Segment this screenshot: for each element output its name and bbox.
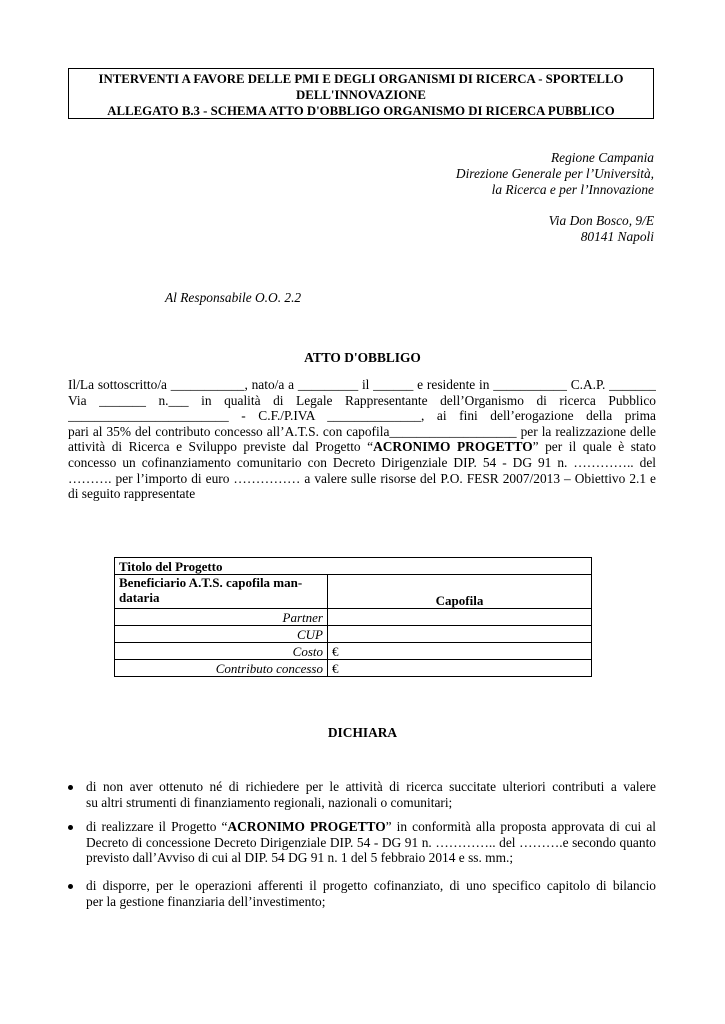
- bullet-icon: [68, 785, 73, 790]
- paragraph-line: attività di Ricerca e Sviluppo previste dal Progetto “ACRONIMO PROGETTO” per il quale è stato: [68, 439, 656, 455]
- paragraph-line: pari al 35% del contributo concesso all’A.T.S. con capofila___________________ per la realizzazione delle: [68, 423, 656, 439]
- bullet-line: su altri strumenti di finanziamento regionali, nazionali o comunitari;: [86, 794, 453, 810]
- address-block: [549, 213, 654, 245]
- row-value: €: [328, 643, 592, 660]
- project-acronym: ACRONIMO PROGETTO: [227, 819, 386, 834]
- address-line: Via Don Bosco, 9/E: [548, 213, 654, 228]
- beneficiary-label: [115, 575, 328, 609]
- table-row: [115, 643, 592, 660]
- declare-title: DICHIARA: [327, 725, 398, 740]
- row-label: CUP: [115, 626, 328, 643]
- header-box: [68, 68, 654, 119]
- header-line: INTERVENTI A FAVORE DELLE PMI E DEGLI ORGANISMI DI RICERCA - SPORTELLO: [98, 72, 624, 86]
- project-acronym: ACRONIMO PROGETTO: [373, 439, 533, 455]
- row-value: [328, 626, 592, 643]
- list-item: [68, 878, 656, 909]
- row-value: [328, 609, 592, 626]
- recipient-line: Regione Campania: [550, 150, 654, 165]
- list-item: [68, 779, 656, 810]
- paragraph-line: concesso un cofinanziamento comunitario con Decreto Dirigenziale DIP. 54 - DG 91 n. ………….. del: [68, 454, 656, 470]
- document-title: ATTO D'OBBLIGO: [304, 350, 421, 365]
- paragraph-line: Il/La sottoscritto/a ___________, nato/a a _________ il ______ e residente in ___________ C.A.P. _______: [68, 377, 656, 392]
- bullet-icon: [68, 884, 73, 889]
- table-row: [115, 660, 592, 677]
- table-row: [115, 609, 592, 626]
- row-label: Partner: [115, 609, 328, 626]
- body-paragraph: [68, 377, 656, 502]
- bullet-line: di non aver ottenuto né di richiedere per le attività di ricerca succitate ulteriori contributi a valere: [86, 779, 656, 794]
- bullet-icon: [68, 825, 73, 830]
- bullet-line: di realizzare il Progetto “ACRONIMO PROGETTO” in conformità alla proposta approvata di cui al: [86, 819, 656, 834]
- paragraph-line: ________________________ - C.F./P.IVA ______________, ai fini dell’erogazione della prima: [68, 408, 656, 424]
- header-line: ALLEGATO B.3 - SCHEMA ATTO D'OBBLIGO ORGANISMO DI RICERCA PUBBLICO: [107, 104, 615, 118]
- recipient-line: Direzione Generale per l’Università,: [455, 165, 654, 181]
- address-line: 80141 Napoli: [580, 228, 654, 244]
- header-line: DELL'INNOVAZIONE: [296, 88, 426, 102]
- paragraph-line: ………. per l’importo di euro …………… a valere sulle risorse del P.O. FESR 2007/2013 – Obiettivo 2.1 e: [68, 470, 656, 486]
- row-label: Costo: [115, 643, 328, 660]
- row-label: Contributo concesso: [115, 660, 328, 677]
- beneficiary-text: dataria: [119, 590, 160, 605]
- project-title-cell: Titolo del Progetto: [115, 558, 592, 575]
- recipient-block: [456, 150, 654, 197]
- bullet-line: di disporre, per le operazioni afferenti il progetto cofinanziato, di uno specifico capitolo di bilancio: [86, 878, 656, 893]
- paragraph-line: Via _______ n.___ in qualità di Legale Rappresentante dell’Organismo di ricerca Pubblico: [68, 392, 656, 408]
- capofila-cell: Capofila: [328, 575, 592, 609]
- row-value: €: [328, 660, 592, 677]
- table-row: [115, 626, 592, 643]
- project-table: [114, 557, 592, 677]
- bullet-line: Decreto di concessione Decreto Dirigenziale DIP. 54 - DG 91 n. ………….. del ……….e secondo quanto: [86, 834, 656, 850]
- attention-line: Al Responsabile O.O. 2.2: [165, 290, 302, 305]
- paragraph-line: di seguito rappresentate: [68, 486, 196, 502]
- bullet-line: per la gestione finanziaria dell’investimento;: [86, 893, 326, 909]
- recipient-line: la Ricerca e per l’Innovazione: [491, 181, 654, 197]
- beneficiary-text: Beneficiario A.T.S. capofila man-: [119, 575, 303, 590]
- list-item: [68, 819, 656, 866]
- bullet-line: previsto dall’Avviso di cui al DIP. 54 DG 91 n. 1 del 5 febbraio 2014 e ss. mm.;: [86, 850, 514, 866]
